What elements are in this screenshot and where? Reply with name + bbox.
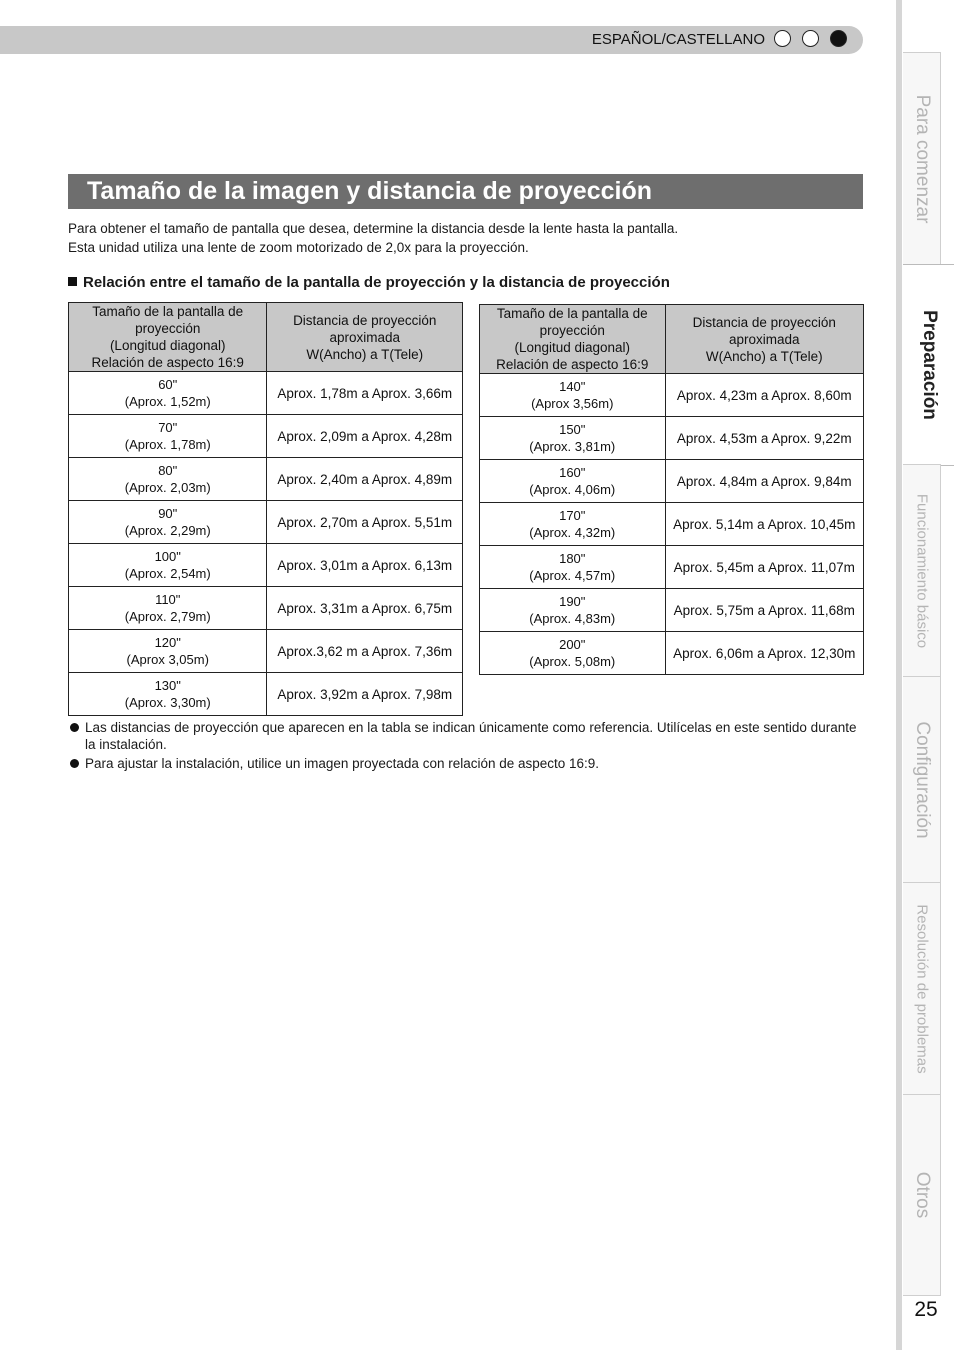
page-number: 25 (914, 1298, 938, 1321)
note-text: Para ajustar la instalación, utilice un imagen proyectada con relación de aspecto 16:9. (85, 756, 600, 771)
distance-cell: Aprox. 3,31m a Aprox. 6,75m (267, 587, 463, 630)
table-row (480, 503, 864, 546)
table-row (69, 372, 463, 415)
tab-configuracion[interactable] (903, 676, 941, 884)
bullet-icon (70, 759, 79, 768)
header-line: W(Ancho) a T(Tele) (306, 346, 424, 362)
table-row (69, 501, 463, 544)
size-column-header (480, 305, 666, 374)
size-cell (480, 503, 666, 546)
screen-size: 160" (559, 465, 586, 480)
tab-label: Configuración (911, 721, 933, 839)
distance-cell: Aprox. 2,70m a Aprox. 5,51m (267, 501, 463, 544)
step-indicator-circle-2 (802, 30, 819, 47)
header-line: Relación de aspecto 16:9 (496, 357, 649, 372)
screen-size: 90" (158, 506, 178, 521)
header-line: proyección (135, 321, 201, 336)
header-line: (Longitud diagonal) (109, 338, 226, 353)
screen-diagonal: (Aprox. 1,52m) (124, 394, 211, 409)
table-header-row (69, 303, 463, 372)
size-cell (480, 632, 666, 675)
table-row (69, 415, 463, 458)
screen-size: 120" (154, 635, 181, 650)
language-bar (0, 26, 863, 54)
size-cell (480, 546, 666, 589)
size-column-header (69, 303, 267, 372)
tab-label: Resolución de problemas (913, 904, 930, 1074)
tab-label: Para comenzar (911, 94, 933, 224)
screen-diagonal: (Aprox. 2,03m) (124, 480, 211, 495)
distance-cell: Aprox. 2,40m a Aprox. 4,89m (267, 458, 463, 501)
screen-diagonal: (Aprox. 4,32m) (529, 525, 616, 540)
size-cell (69, 501, 267, 544)
tab-para-comenzar[interactable] (903, 52, 941, 266)
size-cell (69, 458, 267, 501)
header-line: Distancia de proyección (293, 312, 437, 328)
note-text: Las distancias de proyección que aparecen en la tabla se indican únicamente como referencia. Utilícelas en este sentido durante la instalación. (85, 720, 857, 752)
step-indicator-circle-1 (774, 30, 791, 47)
screen-size: 130" (154, 678, 181, 693)
size-cell (69, 630, 267, 673)
size-cell (480, 374, 666, 417)
distance-cell: Aprox. 6,06m a Aprox. 12,30m (665, 632, 863, 675)
screen-diagonal: (Aprox 3,05m) (126, 652, 209, 667)
table-row (480, 374, 864, 417)
section-heading-text: Relación entre el tamaño de la pantalla de proyección y la distancia de proyección (83, 274, 670, 291)
screen-size: 150" (559, 422, 586, 437)
notes-list (68, 719, 868, 774)
header-line: Distancia de proyección (692, 314, 836, 330)
screen-diagonal: (Aprox. 4,57m) (529, 568, 616, 583)
size-cell (69, 372, 267, 415)
distance-cell: Aprox. 5,45m a Aprox. 11,07m (665, 546, 863, 589)
size-cell (69, 415, 267, 458)
page-title: Tamaño de la imagen y distancia de proyección (68, 174, 863, 209)
screen-size: 110" (155, 592, 181, 607)
tab-resolucion-de-problemas[interactable] (903, 882, 941, 1096)
screen-diagonal: (Aprox. 5,08m) (529, 654, 616, 669)
screen-diagonal: (Aprox. 3,81m) (529, 439, 616, 454)
screen-size: 60" (158, 377, 178, 392)
chapter-tabs (896, 0, 954, 1350)
tab-label: Preparación (918, 310, 940, 420)
screen-size: 100" (154, 549, 181, 564)
screen-size: 140" (559, 379, 586, 394)
intro-text (68, 219, 678, 257)
distance-cell: Aprox. 1,78m a Aprox. 3,66m (267, 372, 463, 415)
header-line: aproximada (728, 331, 800, 347)
tab-label: Otros (911, 1171, 933, 1219)
tab-funcionamiento-basico[interactable] (903, 464, 941, 678)
tab-otros[interactable] (903, 1094, 941, 1296)
distance-cell: Aprox. 4,23m a Aprox. 8,60m (665, 374, 863, 417)
size-cell (69, 587, 267, 630)
note-item (68, 755, 868, 772)
screen-diagonal: (Aprox. 2,79m) (124, 609, 211, 624)
distance-cell: Aprox. 5,75m a Aprox. 11,68m (665, 589, 863, 632)
table-row (69, 458, 463, 501)
screen-diagonal: (Aprox. 2,29m) (124, 523, 211, 538)
table-header-row (480, 305, 864, 374)
header-line: proyección (539, 323, 605, 338)
intro-line: Esta unidad utiliza una lente de zoom motorizado de 2,0x para la proyección. (68, 240, 529, 255)
size-cell (480, 589, 666, 632)
table-row (69, 673, 463, 716)
screen-diagonal: (Aprox. 2,54m) (124, 566, 211, 581)
step-indicator-circle-3 (830, 30, 847, 47)
language-label: ESPAÑOL/CASTELLANO (591, 31, 765, 48)
header-line: Relación de aspecto 16:9 (91, 355, 244, 370)
screen-diagonal: (Aprox. 4,83m) (529, 611, 616, 626)
distance-cell: Aprox. 3,01m a Aprox. 6,13m (267, 544, 463, 587)
distance-column-header (665, 305, 863, 374)
distance-cell: Aprox. 5,14m a Aprox. 10,45m (665, 503, 863, 546)
size-cell (480, 417, 666, 460)
distance-cell: Aprox. 3,92m a Aprox. 7,98m (267, 673, 463, 716)
header-line: Tamaño de la pantalla de (496, 306, 648, 321)
size-cell (480, 460, 666, 503)
screen-diagonal: (Aprox. 4,06m) (529, 482, 616, 497)
header-line: Tamaño de la pantalla de (92, 304, 244, 319)
distance-column-header (267, 303, 463, 372)
screen-size: 190" (559, 594, 586, 609)
section-heading (68, 274, 670, 291)
table-row (69, 630, 463, 673)
note-item (68, 719, 868, 753)
tab-label: Funcionamiento básico (913, 493, 930, 649)
screen-diagonal: (Aprox 3,56m) (531, 396, 614, 411)
size-cell (69, 673, 267, 716)
square-bullet-icon (68, 277, 77, 286)
table-row (480, 417, 864, 460)
header-line: aproximada (329, 329, 400, 345)
screen-diagonal: (Aprox. 1,78m) (124, 437, 211, 452)
distance-cell: Aprox. 2,09m a Aprox. 4,28m (267, 415, 463, 458)
screen-size: 70" (158, 420, 178, 435)
screen-size: 170" (559, 508, 586, 523)
distance-table-left (68, 302, 463, 716)
table-row (480, 460, 864, 503)
intro-line: Para obtener el tamaño de pantalla que desea, determine la distancia desde la lente hasta la pantalla. (68, 221, 679, 236)
size-cell (69, 544, 267, 587)
bullet-icon (70, 723, 79, 732)
table-row (69, 544, 463, 587)
screen-size: 180" (559, 551, 586, 566)
distance-table-right (479, 304, 864, 675)
distance-cell: Aprox.3,62 m a Aprox. 7,36m (267, 630, 463, 673)
table-row (69, 587, 463, 630)
distance-cell: Aprox. 4,53m a Aprox. 9,22m (665, 417, 863, 460)
header-line: W(Ancho) a T(Tele) (705, 348, 823, 364)
screen-size: 200" (559, 637, 586, 652)
table-row (480, 546, 864, 589)
tab-preparacion[interactable] (903, 264, 954, 466)
table-row (480, 589, 864, 632)
header-line: (Longitud diagonal) (514, 340, 631, 355)
side-divider (896, 0, 902, 1350)
table-row (480, 632, 864, 675)
screen-size: 80" (158, 463, 178, 478)
distance-cell: Aprox. 4,84m a Aprox. 9,84m (665, 460, 863, 503)
screen-diagonal: (Aprox. 3,30m) (124, 695, 211, 710)
